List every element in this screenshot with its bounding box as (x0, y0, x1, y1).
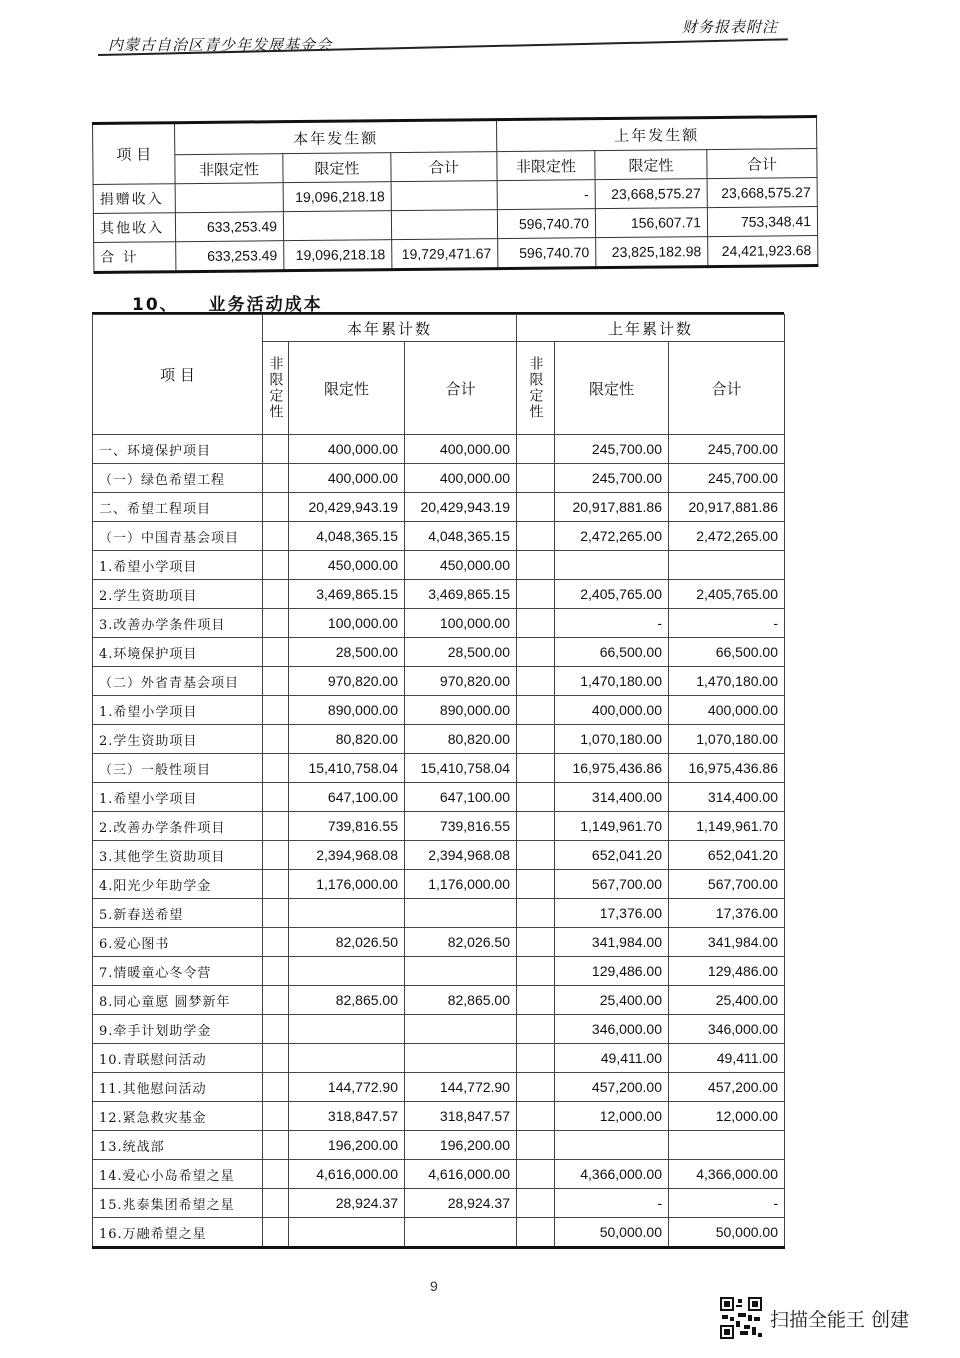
row-label: 1.希望小学项目 (93, 551, 263, 580)
table-cell: 450,000.00 (289, 551, 405, 580)
row-label: 9.牵手计划助学金 (93, 1015, 263, 1044)
row-label: 14.爱心小岛希望之星 (93, 1160, 263, 1189)
income-table-body (93, 178, 818, 273)
col-restricted: 限定性 (555, 342, 669, 435)
table-cell: 100,000.00 (289, 609, 405, 638)
table-cell (517, 493, 555, 522)
table-cell (517, 464, 555, 493)
table-cell (263, 551, 289, 580)
table-cell: 1,176,000.00 (289, 870, 405, 899)
table-cell (263, 1160, 289, 1189)
table-cell (555, 1131, 669, 1160)
table-cell: 28,500.00 (289, 638, 405, 667)
organization-name: 内蒙古自治区青少年发展基金会 (108, 36, 333, 54)
table-cell: 24,421,923.68 (708, 236, 818, 267)
table-cell: 890,000.00 (289, 696, 405, 725)
table-cell: 17,376.00 (555, 899, 669, 928)
table-cell (405, 957, 517, 986)
table-cell (405, 899, 517, 928)
table-cell: 50,000.00 (669, 1218, 785, 1248)
row-label: 13.统战部 (93, 1131, 263, 1160)
table-cell (263, 928, 289, 957)
table-cell: 2,405,765.00 (555, 580, 669, 609)
table-cell (263, 899, 289, 928)
table-cell: 28,500.00 (405, 638, 517, 667)
table-cell: 82,865.00 (405, 986, 517, 1015)
table-cell (263, 464, 289, 493)
table-cell: 156,607.71 (595, 208, 707, 238)
row-label: 6.爱心图书 (93, 928, 263, 957)
table-cell (517, 609, 555, 638)
table-cell: 1,176,000.00 (405, 870, 517, 899)
row-label: 15.兆泰集团希望之星 (93, 1189, 263, 1218)
table-cell (517, 928, 555, 957)
table-cell: 1,149,961.70 (669, 812, 785, 841)
col-unrestricted: 非限定性 (517, 342, 555, 435)
table-cell (517, 899, 555, 928)
table-cell: 245,700.00 (555, 435, 669, 464)
row-label: 其他收入 (93, 213, 175, 243)
table-cell (517, 1073, 555, 1102)
table-cell (283, 211, 391, 241)
table-cell: - (555, 1189, 669, 1218)
row-label: 10.青联慰问活动 (93, 1044, 263, 1073)
row-label: （一）绿色希望工程 (93, 464, 263, 493)
table-row (93, 870, 785, 899)
table-row (93, 1218, 785, 1248)
table-cell (263, 812, 289, 841)
table-cell (405, 1044, 517, 1073)
table-cell: 82,026.50 (405, 928, 517, 957)
table-cell: 196,200.00 (289, 1131, 405, 1160)
table-cell (263, 870, 289, 899)
table-cell: 647,100.00 (405, 783, 517, 812)
table-cell (517, 580, 555, 609)
table-cell (391, 181, 497, 211)
table-cell (517, 754, 555, 783)
col-restricted: 限定性 (283, 153, 391, 183)
table-cell: - (669, 1189, 785, 1218)
page-header (98, 8, 788, 58)
table-cell (263, 1044, 289, 1073)
table-cell (263, 638, 289, 667)
table-cell (263, 841, 289, 870)
table-cell: 647,100.00 (289, 783, 405, 812)
table-cell (517, 696, 555, 725)
scanner-watermark (720, 1298, 909, 1338)
col-unrestricted: 非限定性 (497, 151, 595, 181)
page-number: 9 (430, 1278, 438, 1294)
table-cell (517, 435, 555, 464)
table-cell (517, 1131, 555, 1160)
table-cell: 15,410,758.04 (289, 754, 405, 783)
table-cell (263, 1102, 289, 1131)
table-cell (289, 899, 405, 928)
table-cell (289, 1218, 405, 1248)
table-row (93, 1015, 785, 1044)
table-cell: 15,410,758.04 (405, 754, 517, 783)
table-cell: 12,000.00 (669, 1102, 785, 1131)
table-cell (263, 1131, 289, 1160)
col-total: 合计 (707, 149, 817, 179)
table-cell: 970,820.00 (405, 667, 517, 696)
table-cell (517, 1044, 555, 1073)
table-cell (391, 210, 497, 240)
col-unrestricted: 非限定性 (263, 342, 289, 435)
table-row (93, 493, 785, 522)
prior-year-header: 上年累计数 (517, 315, 785, 342)
row-label: （二）外省青基会项目 (93, 667, 263, 696)
table-cell (517, 870, 555, 899)
row-label: 一、环境保护项目 (93, 435, 263, 464)
table-cell: 633,253.49 (176, 241, 284, 272)
table-cell (263, 696, 289, 725)
table-row (93, 464, 785, 493)
table-cell: 400,000.00 (405, 464, 517, 493)
table-cell: 1,149,961.70 (555, 812, 669, 841)
table-row (93, 551, 785, 580)
table-cell: 66,500.00 (669, 638, 785, 667)
table-cell (669, 1131, 785, 1160)
table-cell (517, 1015, 555, 1044)
table-cell (263, 783, 289, 812)
table-cell: - (497, 180, 595, 210)
row-label: 2.改善办学条件项目 (93, 812, 263, 841)
table-cell: 49,411.00 (555, 1044, 669, 1073)
table-cell: 16,975,436.86 (555, 754, 669, 783)
table-cell: 4,366,000.00 (669, 1160, 785, 1189)
row-label: 1.希望小学项目 (93, 783, 263, 812)
table-row (93, 754, 785, 783)
section-title: 业务活动成本 (208, 295, 323, 315)
table-row (93, 638, 785, 667)
table-cell (669, 551, 785, 580)
table-cell: 400,000.00 (669, 696, 785, 725)
table-cell: 4,048,365.15 (405, 522, 517, 551)
table-cell (517, 725, 555, 754)
table-cell (263, 1073, 289, 1102)
row-label: 3.改善办学条件项目 (93, 609, 263, 638)
row-label: 5.新春送希望 (93, 899, 263, 928)
table-cell: 28,924.37 (289, 1189, 405, 1218)
table-cell: 49,411.00 (669, 1044, 785, 1073)
table-cell: 129,486.00 (555, 957, 669, 986)
row-label: 4.环境保护项目 (93, 638, 263, 667)
table-cell: 400,000.00 (289, 464, 405, 493)
table-row (93, 899, 785, 928)
row-label: 16.万融希望之星 (93, 1218, 263, 1248)
table-cell: 346,000.00 (555, 1015, 669, 1044)
table-cell: 4,366,000.00 (555, 1160, 669, 1189)
table-row (93, 812, 785, 841)
table-cell (289, 1044, 405, 1073)
table-cell: 400,000.00 (555, 696, 669, 725)
table-cell (263, 1015, 289, 1044)
table-cell: 341,984.00 (555, 928, 669, 957)
table-row (93, 435, 785, 464)
table-cell: 596,740.70 (498, 238, 596, 269)
table-cell: 17,376.00 (669, 899, 785, 928)
col-restricted: 限定性 (595, 150, 707, 180)
table-cell: 144,772.90 (289, 1073, 405, 1102)
table-cell: 400,000.00 (289, 435, 405, 464)
row-label: 12.紧急救灾基金 (93, 1102, 263, 1131)
table-cell (263, 609, 289, 638)
table-cell: 753,348.41 (707, 207, 817, 237)
table-cell: 196,200.00 (405, 1131, 517, 1160)
current-year-header: 本年发生额 (175, 120, 497, 155)
table-cell: 457,200.00 (669, 1073, 785, 1102)
col-unrestricted: 非限定性 (175, 154, 283, 184)
table-row (93, 1189, 785, 1218)
table-cell: 82,865.00 (289, 986, 405, 1015)
table-cell: 2,405,765.00 (669, 580, 785, 609)
table-cell: 23,668,575.27 (707, 178, 817, 208)
table-cell: - (555, 609, 669, 638)
item-header: 项 目 (93, 123, 176, 185)
table-cell (263, 667, 289, 696)
table-cell (517, 1160, 555, 1189)
table-cell: 567,700.00 (555, 870, 669, 899)
table-cell: 970,820.00 (289, 667, 405, 696)
table-cell (405, 1218, 517, 1248)
cost-table-body (93, 435, 785, 1248)
table-cell: 890,000.00 (405, 696, 517, 725)
table-cell: 652,041.20 (669, 841, 785, 870)
row-label: 4.阳光少年助学金 (93, 870, 263, 899)
table-cell: 4,616,000.00 (289, 1160, 405, 1189)
table-cell: 245,700.00 (669, 435, 785, 464)
table-cell (263, 1218, 289, 1248)
table-cell (517, 957, 555, 986)
table-cell (517, 986, 555, 1015)
table-row (93, 957, 785, 986)
table-cell: 739,816.55 (405, 812, 517, 841)
table-cell: 457,200.00 (555, 1073, 669, 1102)
table-cell (289, 1015, 405, 1044)
col-restricted: 限定性 (289, 342, 405, 435)
table-cell: 567,700.00 (669, 870, 785, 899)
table-cell: 4,616,000.00 (405, 1160, 517, 1189)
table-cell: 20,917,881.86 (555, 493, 669, 522)
row-label: 11.其他慰问活动 (93, 1073, 263, 1102)
item-header: 项 目 (93, 315, 263, 435)
table-cell: 19,096,218.18 (283, 182, 391, 212)
table-row (93, 1131, 785, 1160)
table-cell: 23,668,575.27 (595, 179, 707, 209)
cost-table (92, 314, 785, 1249)
table-row (93, 1073, 785, 1102)
table-cell (517, 841, 555, 870)
table-cell: 400,000.00 (405, 435, 517, 464)
table-cell (517, 667, 555, 696)
table-cell: 318,847.57 (289, 1102, 405, 1131)
table-cell (263, 957, 289, 986)
watermark-text: 扫描全能王 创建 (770, 1308, 910, 1331)
table-cell: 82,026.50 (289, 928, 405, 957)
table-cell: 739,816.55 (289, 812, 405, 841)
table-cell: 450,000.00 (405, 551, 517, 580)
table-cell: 2,394,968.08 (289, 841, 405, 870)
income-table (92, 115, 818, 274)
table-cell: 28,924.37 (405, 1189, 517, 1218)
table-cell (263, 1189, 289, 1218)
section-number: 10、 (132, 295, 179, 315)
table-cell: 3,469,865.15 (405, 580, 517, 609)
qr-code-icon (720, 1297, 762, 1339)
table-row (93, 725, 785, 754)
table-cell: 596,740.70 (497, 209, 595, 239)
table-cell (517, 1218, 555, 1248)
row-label: 2.学生资助项目 (93, 725, 263, 754)
table-row (93, 1160, 785, 1189)
table-cell (517, 1189, 555, 1218)
table-cell: 346,000.00 (669, 1015, 785, 1044)
table-cell: 314,400.00 (555, 783, 669, 812)
table-cell: 80,820.00 (405, 725, 517, 754)
table-cell (517, 551, 555, 580)
table-row (93, 667, 785, 696)
table-cell: 1,070,180.00 (555, 725, 669, 754)
table-cell: 16,975,436.86 (669, 754, 785, 783)
table-cell: 3,469,865.15 (289, 580, 405, 609)
table-cell: 1,470,180.00 (555, 667, 669, 696)
row-label: （一）中国青基会项目 (93, 522, 263, 551)
table-cell (175, 183, 283, 213)
table-row (93, 986, 785, 1015)
table-cell: 20,429,943.19 (405, 493, 517, 522)
table-row (93, 1044, 785, 1073)
table-cell: 318,847.57 (405, 1102, 517, 1131)
table-cell (517, 783, 555, 812)
table-cell (263, 435, 289, 464)
table-cell: 66,500.00 (555, 638, 669, 667)
table-cell: 19,096,218.18 (284, 240, 392, 271)
report-type: 财务报表附注 (681, 18, 778, 36)
prior-year-header: 上年发生额 (496, 117, 816, 152)
table-cell (263, 493, 289, 522)
table-cell: 314,400.00 (669, 783, 785, 812)
table-row (93, 928, 785, 957)
table-cell: 19,729,471.67 (392, 239, 498, 270)
row-label: 1.希望小学项目 (93, 696, 263, 725)
table-cell: 2,472,265.00 (669, 522, 785, 551)
table-cell: 4,048,365.15 (289, 522, 405, 551)
table-row (94, 236, 818, 273)
table-cell: 144,772.90 (405, 1073, 517, 1102)
table-cell (263, 522, 289, 551)
table-row (93, 841, 785, 870)
table-cell: 23,825,182.98 (596, 237, 708, 268)
table-cell: 633,253.49 (175, 212, 283, 242)
table-cell: 2,394,968.08 (405, 841, 517, 870)
table-row (93, 522, 785, 551)
table-row (93, 783, 785, 812)
table-cell (517, 1102, 555, 1131)
table-cell: 100,000.00 (405, 609, 517, 638)
table-cell: 2,472,265.00 (555, 522, 669, 551)
table-cell: 1,470,180.00 (669, 667, 785, 696)
col-total: 合计 (405, 342, 517, 435)
table-cell: 12,000.00 (555, 1102, 669, 1131)
current-year-header: 本年累计数 (263, 315, 517, 342)
table-cell (263, 725, 289, 754)
table-cell: 652,041.20 (555, 841, 669, 870)
table-cell (263, 986, 289, 1015)
table-cell (405, 1015, 517, 1044)
table-cell: - (669, 609, 785, 638)
table-cell: 25,400.00 (555, 986, 669, 1015)
table-row (93, 609, 785, 638)
table-cell: 80,820.00 (289, 725, 405, 754)
table-cell (517, 638, 555, 667)
table-cell (263, 580, 289, 609)
table-cell: 245,700.00 (669, 464, 785, 493)
table-cell: 129,486.00 (669, 957, 785, 986)
table-cell: 25,400.00 (669, 986, 785, 1015)
row-label: 3.其他学生资助项目 (93, 841, 263, 870)
table-cell: 341,984.00 (669, 928, 785, 957)
table-row (93, 696, 785, 725)
row-label: 7.情暖童心冬令营 (93, 957, 263, 986)
row-label: 二、希望工程项目 (93, 493, 263, 522)
table-cell (517, 812, 555, 841)
table-cell (289, 957, 405, 986)
col-total: 合计 (391, 152, 497, 182)
table-row (93, 1102, 785, 1131)
table-cell: 20,917,881.86 (669, 493, 785, 522)
table-cell (517, 522, 555, 551)
table-cell (263, 754, 289, 783)
table-row (93, 580, 785, 609)
row-label: 8.同心童愿 圆梦新年 (93, 986, 263, 1015)
table-cell (555, 551, 669, 580)
row-label: 捐赠收入 (93, 184, 175, 214)
row-label: （三）一般性项目 (93, 754, 263, 783)
table-cell: 1,070,180.00 (669, 725, 785, 754)
row-label: 2.学生资助项目 (93, 580, 263, 609)
col-total: 合计 (669, 342, 785, 435)
table-cell: 245,700.00 (555, 464, 669, 493)
table-cell: 50,000.00 (555, 1218, 669, 1248)
table-cell: 20,429,943.19 (289, 493, 405, 522)
row-label: 合 计 (94, 242, 176, 273)
